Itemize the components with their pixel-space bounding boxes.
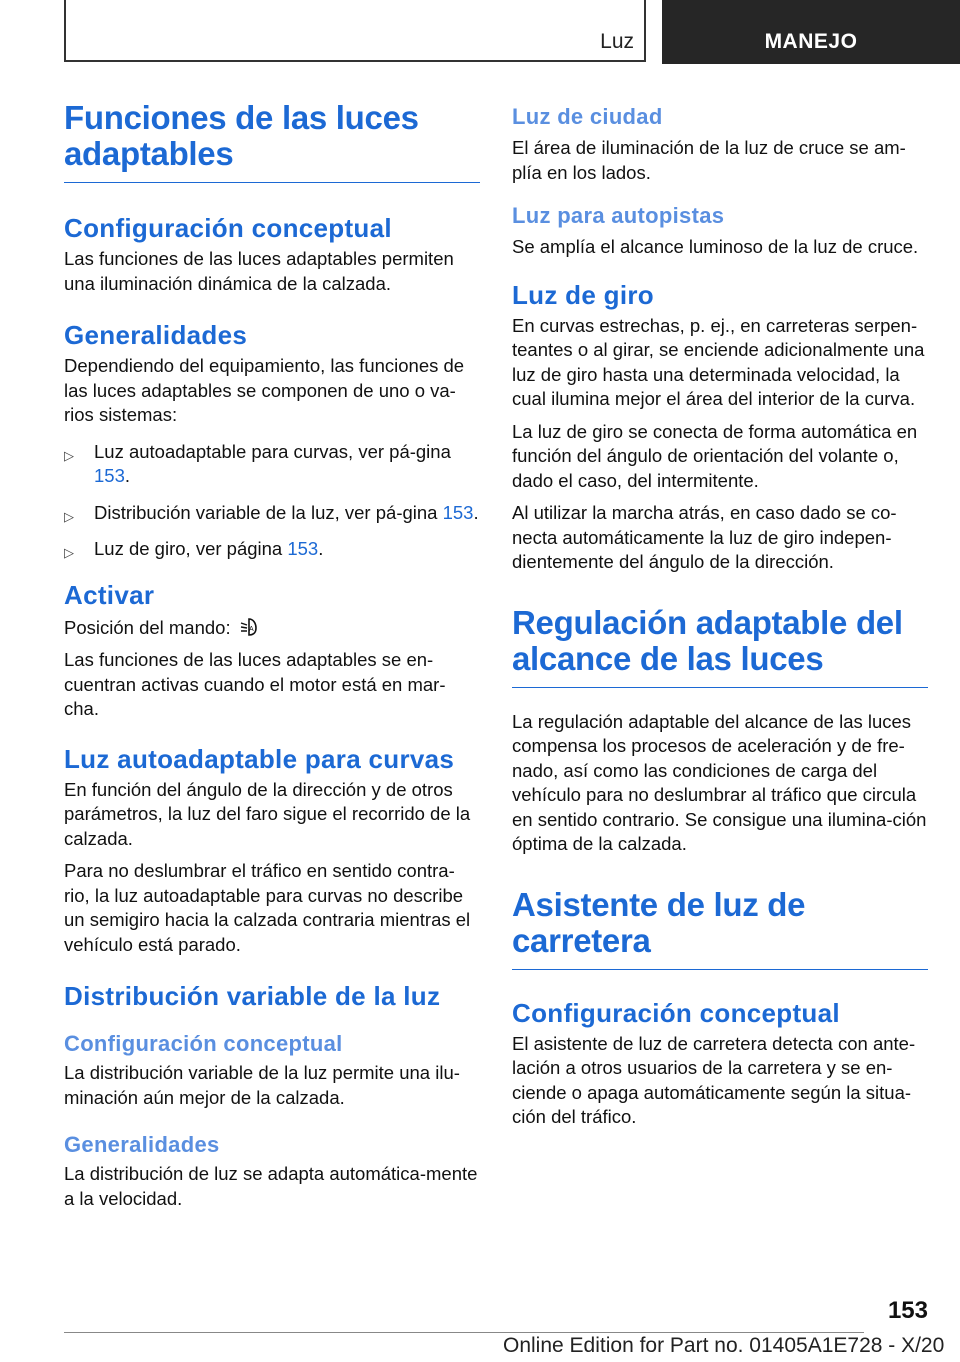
- turn-text-1: En curvas estrechas, p. ej., en carreteras serpen-teantes o al girar, se enciende adicionalmente una luz de giro hasta una determinada velocidad, la cual ilumina mejor el área del interior de la curva.: [512, 314, 925, 409]
- turn-text-2: La luz de giro se conecta de forma automática en función del ángulo de orientación del volante o, dado el caso, del intermitente.: [512, 420, 918, 491]
- activate-text: Las funciones de las luces adaptables se en-cuentran activas cuando el motor está en mar-cha.: [64, 649, 446, 719]
- range-text: La regulación adaptable del alcance de las luces compensa los procesos de aceleración y de fre-nado, así como las condiciones de carga del vehículo para no deslumbrar al tráfico que circula en sentido contrario. Se consigue una ilumina-ción óptima de la calzada.: [512, 710, 927, 854]
- general-text: Dependiendo del equipamiento, las funciones de las luces adaptables se componen de uno o va-rios sistemas:: [64, 355, 465, 425]
- heading-concept: Configuración conceptual: [64, 213, 392, 243]
- dist-general-text: La distribución de luz se adapta automática-mente a la velocidad.: [64, 1163, 478, 1209]
- curve-text-1: En función del ángulo de la dirección y de otros parámetros, la luz del faro sigue el recorrido de la calzada.: [64, 778, 471, 849]
- header-frame: [64, 0, 646, 62]
- heading-turn-light: Luz de giro: [512, 279, 654, 310]
- edition-note: Online Edition for Part no. 01405A1E728 - X/20: [503, 1334, 945, 1357]
- turn-text-3: Al utilizar la marcha atrás, en caso dado se co-necta automáticamente la luz de giro indepen-dientemente del ángulo de la dirección.: [512, 502, 897, 572]
- title-high-beam-assist: Asistente de luz de carretera: [512, 887, 928, 970]
- header-chapter-tab: MANEJO: [662, 0, 960, 64]
- page-link[interactable]: 153: [287, 538, 319, 559]
- heading-city-light: Luz de ciudad: [512, 104, 663, 129]
- heading-highway-light: Luz para autopistas: [512, 203, 725, 228]
- heading-highbeam-concept: Configuración conceptual: [512, 997, 840, 1028]
- activate-position: Posición del mando: A: [64, 616, 480, 641]
- subheading-general: Generalidades: [64, 1132, 220, 1157]
- heading-activate: Activar: [64, 579, 155, 610]
- bullet-triangle-icon: ▷: [64, 447, 74, 463]
- city-text: El área de iluminación de la luz de cruce se am-plía en los lados.: [512, 137, 906, 183]
- highbeam-concept-text: El asistente de luz de carretera detecta con ante-lación a otros usuarios de la carretera y se en-ciende o apaga automáticamente según la situa-ción del tráfico.: [512, 1032, 916, 1127]
- header-section-title: Luz: [600, 30, 634, 53]
- subheading-concept: Configuración conceptual: [64, 1031, 343, 1056]
- systems-list: [64, 440, 480, 562]
- heading-general: Generalidades: [64, 320, 248, 350]
- footer-divider: [64, 1332, 864, 1333]
- bullet-triangle-icon: ▷: [64, 508, 74, 524]
- curve-text-2: Para no deslumbrar el tráfico en sentido contra-rio, la luz autoadaptable para curvas no describe un semigiro hacia la calzada contraria mientras el vehículo está parado.: [64, 860, 471, 955]
- dist-concept-text: La distribución variable de la luz permite una ilu-minación aún mejor de la calzada.: [64, 1062, 460, 1108]
- list-item: ▷ Distribución variable de la luz, ver pá-gina 153.: [64, 501, 480, 526]
- headlight-auto-icon: [239, 617, 259, 637]
- concept-text: Las funciones de las luces adaptables permiten una iluminación dinámica de la calzada.: [64, 248, 454, 294]
- right-column: [512, 104, 928, 1130]
- page-link[interactable]: 153: [94, 465, 125, 486]
- list-item: ▷ Luz de giro, ver página 153.: [64, 537, 480, 562]
- bullet-triangle-icon: ▷: [64, 545, 74, 560]
- list-item: ▷ Luz autoadaptable para curvas, ver pá-gina 153.: [64, 440, 451, 486]
- heading-variable-distribution: Distribución variable de la luz: [64, 981, 441, 1011]
- svg-text:A: A: [248, 625, 254, 633]
- page-number: 153: [887, 1297, 928, 1324]
- heading-curve-light: Luz autoadaptable para curvas: [64, 743, 455, 774]
- title-adaptive-lights: Funciones de las luces adaptables: [64, 100, 480, 183]
- title-adaptive-range: Regulación adaptable del alcance de las luces: [512, 605, 928, 688]
- left-column: [64, 100, 480, 1211]
- page-link[interactable]: 153: [442, 501, 474, 523]
- highway-text: Se amplía el alcance luminoso de la luz de cruce.: [512, 236, 919, 257]
